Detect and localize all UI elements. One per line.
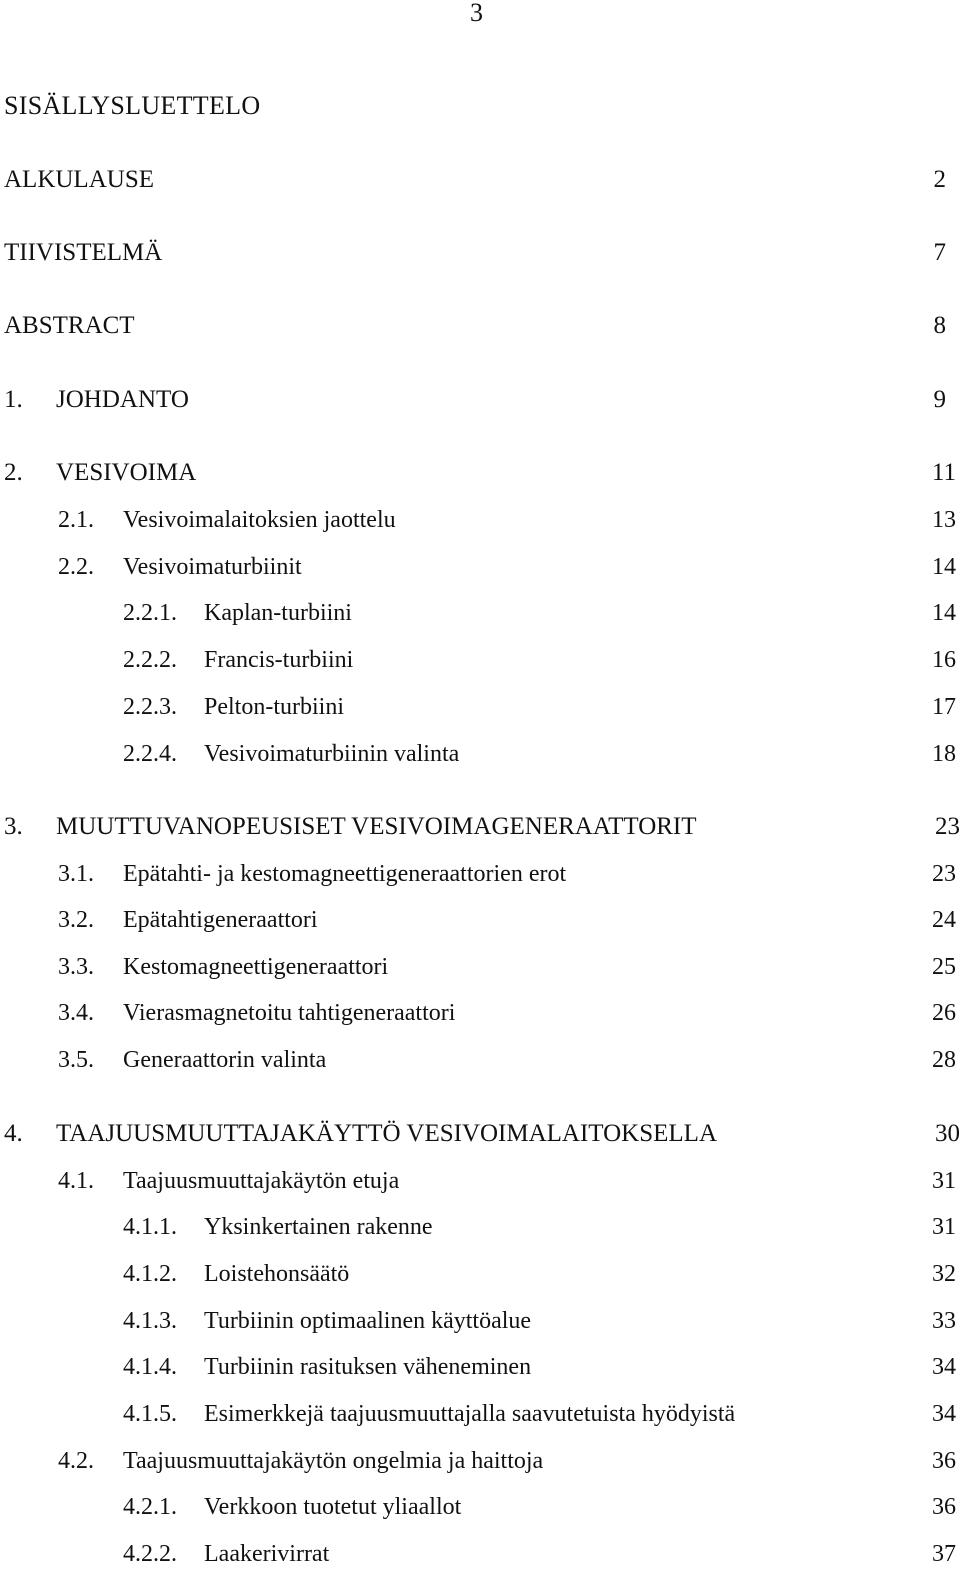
toc-entry-page: 30 <box>935 1120 960 1147</box>
toc-entry-page: 23 <box>932 861 956 887</box>
toc-entry-page: 9 <box>933 386 946 413</box>
toc-entry <box>0 552 960 582</box>
toc-entry-page: 18 <box>932 741 956 767</box>
toc-entry <box>0 952 960 982</box>
toc-entry <box>0 238 960 268</box>
toc-entry <box>0 598 960 628</box>
toc-entry-label: Vesivoimaturbiinin valinta <box>204 741 460 767</box>
toc-entry <box>0 1045 960 1075</box>
toc-entry-label: Epätahtigeneraattori <box>123 907 318 933</box>
toc-entry <box>0 1259 960 1289</box>
toc-entry-number: 4.1. <box>58 1168 94 1194</box>
toc-entry <box>0 458 960 488</box>
page-title: SISÄLLYSLUETTELO <box>4 91 261 120</box>
toc-entry-label: Vierasmagnetoitu tahtigeneraattori <box>123 1000 456 1026</box>
toc-entry-label: Turbiinin optimaalinen käyttöalue <box>204 1308 532 1334</box>
toc-entry-number: 2.2.1. <box>123 600 177 626</box>
toc-entry-page: 16 <box>932 647 956 673</box>
toc-entry-number: 2.2.2. <box>123 647 177 673</box>
toc-entry <box>0 739 960 769</box>
toc-entry-page: 25 <box>932 954 956 980</box>
toc-entry-label: Francis-turbiini <box>204 647 354 673</box>
toc-entry-number: 4.2.2. <box>123 1541 177 1567</box>
page-number: 3 <box>470 0 483 27</box>
toc-entry-label: ABSTRACT <box>4 312 135 339</box>
toc-entry-number: 3.2. <box>58 907 94 933</box>
toc-entry-number: 4.1.4. <box>123 1354 177 1380</box>
toc-entry <box>0 165 960 195</box>
toc-entry-number: 2.1. <box>58 507 94 533</box>
toc-entry-label: Taajuusmuuttajakäytön etuja <box>123 1168 400 1194</box>
toc-entry-page: 36 <box>932 1494 956 1520</box>
toc-entry-number: 4.1.5. <box>123 1401 177 1427</box>
toc-entry-page: 13 <box>932 507 956 533</box>
toc-entry-label: ALKULAUSE <box>4 166 154 193</box>
toc-entry-number: 4.1.1. <box>123 1214 177 1240</box>
toc-entry <box>0 1352 960 1382</box>
toc-entry-number: 2.2. <box>58 554 94 580</box>
toc-entry <box>0 859 960 889</box>
toc-entry-label: TIIVISTELMÄ <box>4 239 163 266</box>
toc-entry <box>0 1119 960 1149</box>
toc-entry <box>0 385 960 415</box>
toc-entry-label: MUUTTUVANOPEUSISET VESIVOIMAGENERAATTORIT <box>56 813 697 840</box>
toc-entry-label: Generaattorin valinta <box>123 1047 327 1073</box>
toc-entry-label: Kestomagneettigeneraattori <box>123 954 389 980</box>
toc-entry-page: 2 <box>933 166 946 193</box>
toc-entry <box>0 1166 960 1196</box>
toc-entry-label: Vesivoimaturbiinit <box>123 554 302 580</box>
toc-entry <box>0 1492 960 1522</box>
toc-entry-label: Loistehonsäätö <box>204 1261 350 1287</box>
toc-entry-number: 4.1.2. <box>123 1261 177 1287</box>
toc-entry-label: Epätahti- ja kestomagneettigeneraattorien erot <box>123 861 567 887</box>
toc-entry <box>0 692 960 722</box>
toc-entry-label: Turbiinin rasituksen väheneminen <box>204 1354 532 1380</box>
toc-entry-page: 26 <box>932 1000 956 1026</box>
toc-entry-page: 23 <box>935 813 960 840</box>
toc-entry <box>0 905 960 935</box>
toc-entry-page: 31 <box>932 1214 956 1240</box>
toc-entry-page: 31 <box>932 1168 956 1194</box>
toc-entry-page: 11 <box>931 459 956 486</box>
toc-entry-page: 24 <box>932 907 956 933</box>
toc-entry-label: JOHDANTO <box>56 386 189 413</box>
toc-entry-label: Pelton-turbiini <box>204 694 344 720</box>
toc-entry-page: 34 <box>932 1401 956 1427</box>
toc-entry-label: Yksinkertainen rakenne <box>204 1214 433 1240</box>
toc-entry-label: Taajuusmuuttajakäytön ongelmia ja haittoja <box>123 1448 544 1474</box>
toc-entry-page: 14 <box>932 554 956 580</box>
toc-entry <box>0 1212 960 1242</box>
toc-entry-number: 3.4. <box>58 1000 94 1026</box>
toc-entry-number: 2. <box>4 459 23 486</box>
toc-entry-label: Verkkoon tuotetut yliaallot <box>204 1494 462 1520</box>
toc-entry-label: Kaplan-turbiini <box>204 600 352 626</box>
toc-entry-page: 37 <box>932 1541 956 1567</box>
toc-entry-number: 3.3. <box>58 954 94 980</box>
toc-entry-label: VESIVOIMA <box>56 459 197 486</box>
toc-entry-number: 1. <box>4 386 23 413</box>
toc-entry <box>0 1399 960 1429</box>
toc-entry <box>0 505 960 535</box>
toc-entry-label: Vesivoimalaitoksien jaottelu <box>123 507 396 533</box>
toc-entry-number: 3.1. <box>58 861 94 887</box>
toc-entry-page: 34 <box>932 1354 956 1380</box>
toc-entry-page: 32 <box>932 1261 956 1287</box>
toc-entry-page: 36 <box>932 1448 956 1474</box>
toc-entry <box>0 311 960 341</box>
toc-entry-page: 7 <box>933 239 946 266</box>
toc-entry-number: 2.2.3. <box>123 694 177 720</box>
toc-entry-number: 2.2.4. <box>123 741 177 767</box>
toc-entry-label: TAAJUUSMUUTTAJAKÄYTTÖ VESIVOIMALAITOKSELLA <box>56 1120 718 1147</box>
toc-entry <box>0 1446 960 1476</box>
toc-entry <box>0 812 960 842</box>
toc-entry-number: 4.2.1. <box>123 1494 177 1520</box>
toc-entry-label: Esimerkkejä taajuusmuuttajalla saavutetuista hyödyistä <box>204 1401 736 1427</box>
toc-entry-number: 4.2. <box>58 1448 94 1474</box>
toc-entry-page: 28 <box>932 1047 956 1073</box>
toc-entry <box>0 645 960 675</box>
toc-entry-number: 3. <box>4 813 23 840</box>
toc-entry-number: 3.5. <box>58 1047 94 1073</box>
toc-entry-page: 33 <box>932 1308 956 1334</box>
toc-entry-page: 17 <box>932 694 956 720</box>
toc-entry <box>0 998 960 1028</box>
toc-entry <box>0 1306 960 1336</box>
toc-entry-page: 14 <box>932 600 956 626</box>
toc-entry-page: 8 <box>933 312 946 339</box>
toc-entry-label: Laakerivirrat <box>204 1541 330 1567</box>
toc-entry-number: 4.1.3. <box>123 1308 177 1334</box>
toc-entry-number: 4. <box>4 1120 23 1147</box>
